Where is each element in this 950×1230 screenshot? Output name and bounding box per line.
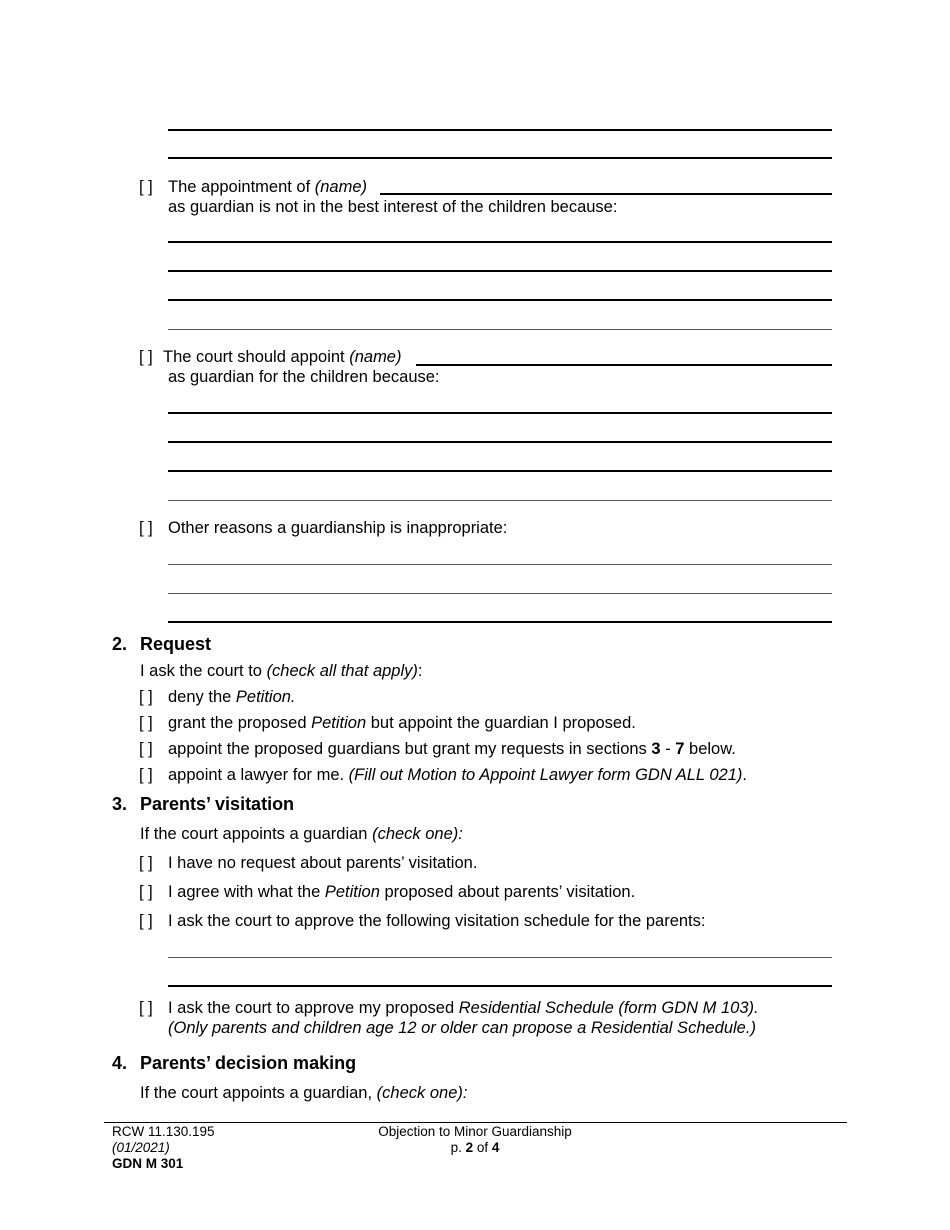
option-no-request: I have no request about parents’ visitation. bbox=[168, 854, 478, 872]
option-text-end: . bbox=[742, 766, 747, 784]
name-fill-line[interactable] bbox=[416, 364, 832, 366]
section-title: Parents’ visitation bbox=[140, 794, 295, 814]
blank-line[interactable] bbox=[168, 621, 832, 623]
residential-note-text: (Only parents and children age 12 or older can propose a Residential Schedule.) bbox=[168, 1019, 756, 1037]
item-text: The court should appoint bbox=[163, 348, 350, 366]
name-hint: (name) bbox=[314, 178, 368, 196]
blank-line[interactable] bbox=[168, 329, 832, 330]
option-text-end: proposed about parents’ visitation. bbox=[379, 883, 636, 901]
option-italic: Petition bbox=[311, 714, 367, 732]
page-current: 2 bbox=[465, 1140, 474, 1155]
option-text-end: but appoint the guardian I proposed. bbox=[366, 714, 636, 732]
intro-text: If the court appoints a guardian bbox=[140, 825, 373, 843]
blank-line[interactable] bbox=[168, 129, 832, 131]
other-reasons-text: Other reasons a guardianship is inappropriate: bbox=[168, 519, 508, 537]
section-number: 2. bbox=[112, 634, 128, 654]
checkbox[interactable]: [ ] bbox=[139, 519, 153, 537]
residential-note bbox=[168, 1018, 756, 1038]
option-appoint-guardians bbox=[168, 739, 736, 759]
section-title: Request bbox=[140, 634, 212, 654]
blank-line[interactable] bbox=[168, 441, 832, 443]
page-prefix: p. bbox=[450, 1140, 466, 1155]
checkbox[interactable]: [ ] bbox=[139, 740, 153, 758]
checkbox[interactable]: [ ] bbox=[139, 999, 153, 1017]
should-appoint-item-text bbox=[163, 347, 401, 367]
blank-line[interactable] bbox=[168, 593, 832, 594]
option-text: grant the proposed bbox=[168, 714, 312, 732]
option-residential-schedule bbox=[168, 998, 759, 1018]
decision-making-intro bbox=[140, 1083, 467, 1103]
checkbox[interactable]: [ ] bbox=[139, 348, 153, 366]
blank-line[interactable] bbox=[168, 470, 832, 472]
intro-text: I ask the court to bbox=[140, 662, 267, 680]
footer-title: Objection to Minor Guardianship bbox=[378, 1124, 572, 1139]
option-text-end: below. bbox=[684, 740, 736, 758]
blank-line[interactable] bbox=[168, 299, 832, 301]
option-text: appoint the proposed guardians but grant my requests in sections bbox=[168, 740, 652, 758]
option-italic: Petition. bbox=[235, 688, 296, 706]
visitation-intro bbox=[140, 824, 463, 844]
footer-page-number bbox=[345, 1140, 605, 1156]
blank-line[interactable] bbox=[168, 564, 832, 565]
name-hint: (name) bbox=[349, 348, 402, 366]
option-visitation-schedule: I ask the court to approve the following visitation schedule for the parents: bbox=[168, 912, 706, 930]
blank-line[interactable] bbox=[168, 270, 832, 272]
name-fill-line[interactable] bbox=[380, 193, 832, 195]
checkbox[interactable]: [ ] bbox=[139, 714, 153, 732]
appointment-item-line2: as guardian is not in the best interest of the children because: bbox=[168, 198, 618, 216]
checkbox[interactable]: [ ] bbox=[139, 854, 153, 872]
page-of: of bbox=[473, 1140, 492, 1155]
intro-hint: (check all that apply) bbox=[266, 662, 418, 680]
checkbox[interactable]: [ ] bbox=[139, 178, 153, 196]
blank-line[interactable] bbox=[168, 412, 832, 414]
blank-line[interactable] bbox=[168, 500, 832, 501]
blank-line[interactable] bbox=[168, 985, 832, 987]
page-total: 4 bbox=[491, 1140, 500, 1155]
checkbox[interactable]: [ ] bbox=[139, 883, 153, 901]
footer-rcw: RCW 11.130.195 bbox=[112, 1124, 215, 1139]
blank-line[interactable] bbox=[168, 157, 832, 159]
section-number: 3. bbox=[112, 794, 128, 814]
option-text: deny the bbox=[168, 688, 236, 706]
intro-hint: (check one): bbox=[376, 1084, 468, 1102]
option-grant-petition bbox=[168, 713, 636, 733]
blank-line[interactable] bbox=[168, 957, 832, 958]
intro-hint: (check one): bbox=[372, 825, 463, 843]
intro-text: If the court appoints a guardian, bbox=[140, 1084, 377, 1102]
request-intro bbox=[140, 661, 422, 681]
intro-punct: : bbox=[417, 662, 423, 680]
section-title: Parents’ decision making bbox=[140, 1053, 357, 1073]
checkbox[interactable]: [ ] bbox=[139, 766, 153, 784]
section-ref: 7 bbox=[675, 740, 685, 758]
option-text: I ask the court to approve my proposed bbox=[168, 999, 459, 1017]
checkbox[interactable]: [ ] bbox=[139, 912, 153, 930]
footer-date: (01/2021) bbox=[112, 1140, 170, 1155]
option-italic: Petition bbox=[324, 883, 380, 901]
option-italic: (Fill out Motion to Appoint Lawyer form GDN ALL 021) bbox=[348, 766, 743, 784]
option-text-mid: - bbox=[660, 740, 676, 758]
section-ref: 3 bbox=[651, 740, 661, 758]
option-italic: Residential Schedule (form GDN M 103). bbox=[458, 999, 759, 1017]
option-agree-petition bbox=[168, 882, 635, 902]
blank-line[interactable] bbox=[168, 241, 832, 243]
item-text: The appointment of bbox=[168, 178, 315, 196]
footer-form-number: GDN M 301 bbox=[112, 1156, 184, 1171]
footer-rule bbox=[104, 1122, 847, 1123]
option-text: appoint a lawyer for me. bbox=[168, 766, 349, 784]
option-appoint-lawyer bbox=[168, 765, 747, 785]
section-number: 4. bbox=[112, 1053, 128, 1073]
option-text: I agree with what the bbox=[168, 883, 325, 901]
option-deny-petition bbox=[168, 687, 296, 707]
checkbox[interactable]: [ ] bbox=[139, 688, 153, 706]
appointment-item-text bbox=[168, 177, 367, 197]
should-appoint-item-line2: as guardian for the children because: bbox=[168, 368, 440, 386]
